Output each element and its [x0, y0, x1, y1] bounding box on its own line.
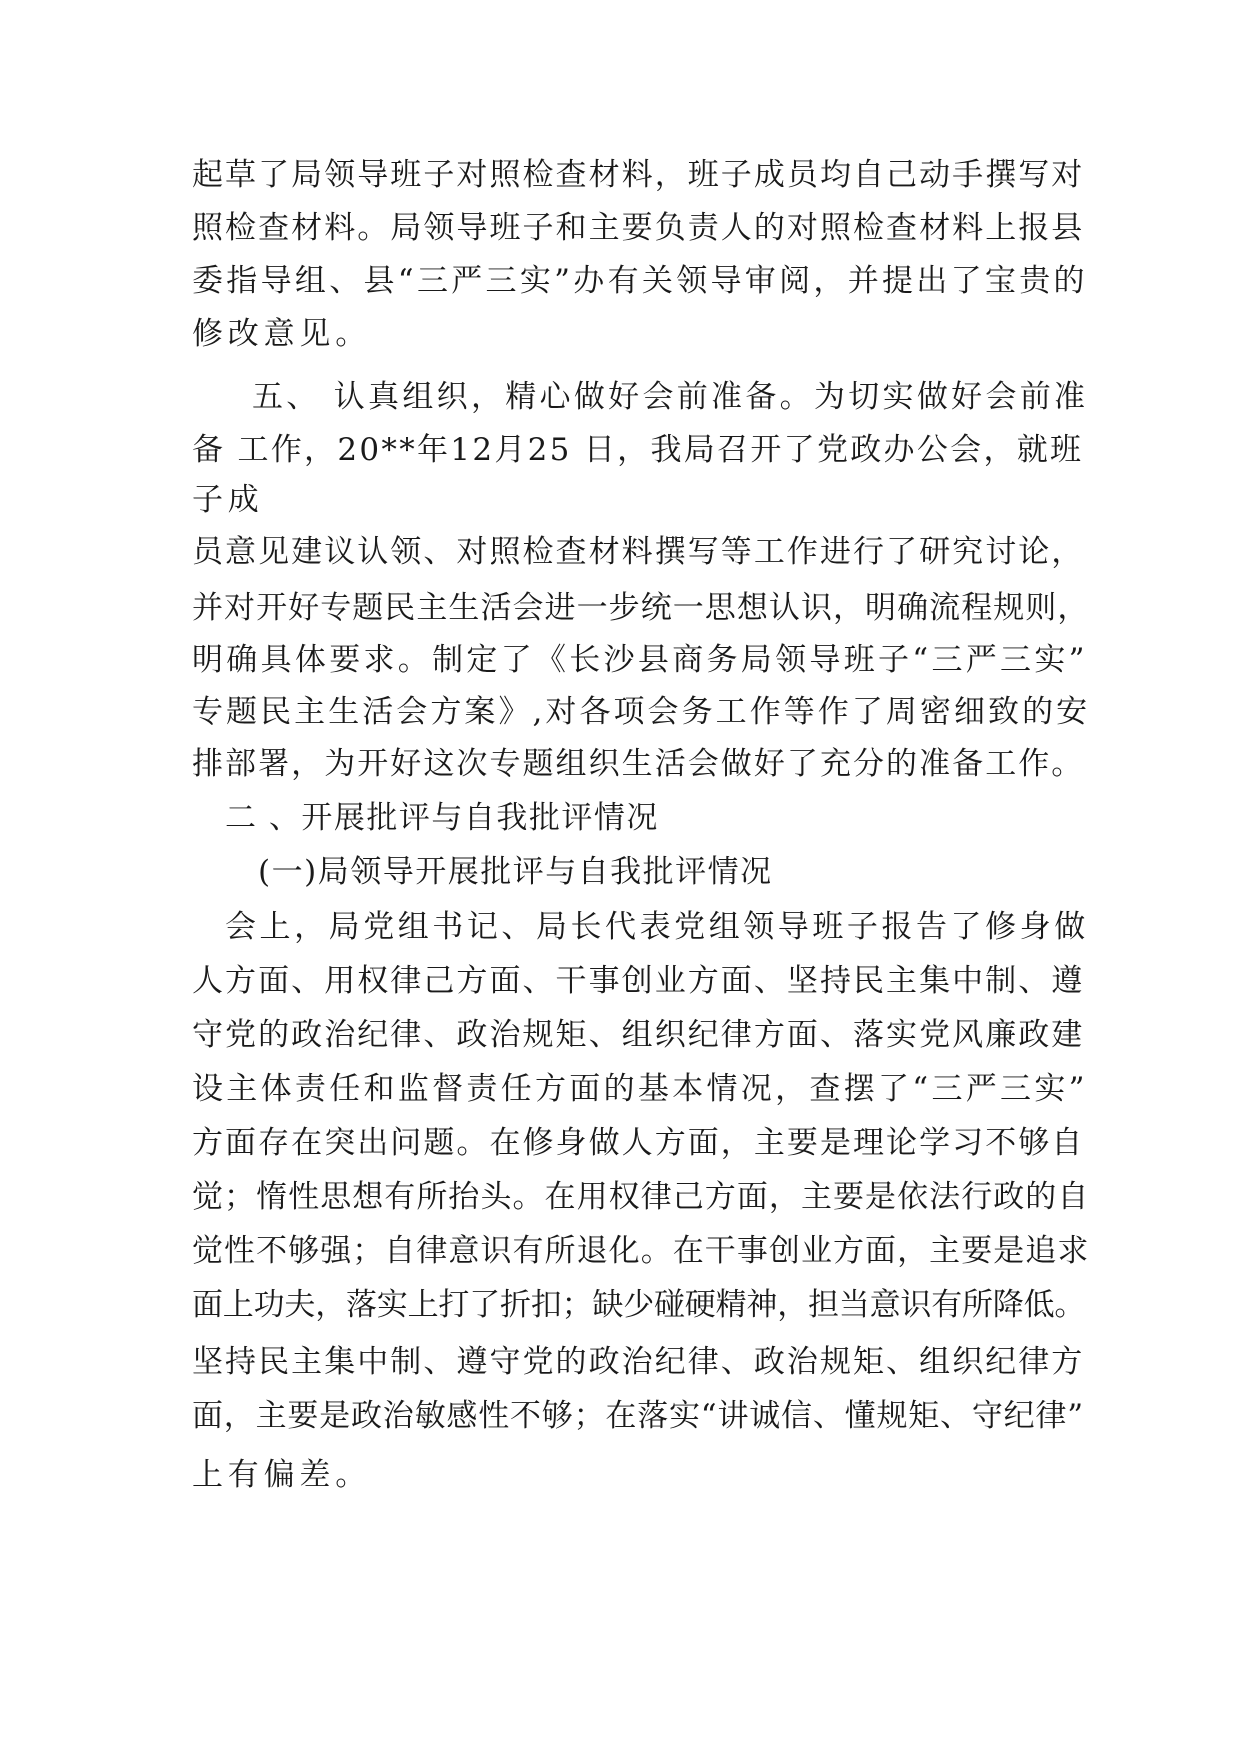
body-line: 觉；惰性思想有所抬头。在用权律己方面，主要是依法行政的自	[192, 1179, 1090, 1215]
body-line: 坚持民主集中制、遵守党的政治纪律、政治规矩、组织纪律方	[192, 1344, 1085, 1380]
subsection-heading: (一)局领导开展批评与自我批评情况	[258, 854, 773, 890]
body-line: 面上功夫，落实上打了折扣；缺少碰硬精神，担当意识有所降低。	[192, 1287, 1086, 1323]
body-line: 守党的政治纪律、政治规矩、组织纪律方面、落实党风廉政建	[192, 1017, 1085, 1053]
body-line: 人方面、用权律己方面、干事创业方面、坚持民主集中制、遵	[192, 963, 1085, 999]
body-line: 明确具体要求。制定了《长沙县商务局领导班子“三严三实”	[192, 642, 1088, 678]
body-line: 修改意见。	[192, 316, 371, 352]
body-line: 子成	[192, 482, 264, 518]
body-line: 上有偏差。	[192, 1457, 371, 1493]
body-line: 排部署，为开好这次专题组织生活会做好了充分的准备工作。	[192, 746, 1085, 782]
body-line: 备 工作，20**年12月25 日，我局召开了党政办公会，就班	[192, 432, 1084, 468]
body-line: 员意见建议认领、对照检查材料撰写等工作进行了研究讨论，	[192, 534, 1085, 570]
body-line: 起草了局领导班子对照检查材料，班子成员均自己动手撰写对	[192, 157, 1085, 193]
body-line: 方面存在突出问题。在修身做人方面，主要是理论学习不够自	[192, 1125, 1085, 1161]
body-line: 觉性不够强；自律意识有所退化。在干事创业方面，主要是追求	[192, 1233, 1090, 1269]
body-line: 委指导组、县“三严三实”办有关领导审阅，并提出了宝贵的	[192, 263, 1088, 299]
body-line: 并对开好专题民主生活会进一步统一思想认识，明确流程规则，	[192, 590, 1090, 626]
body-line: 会上，局党组书记、局长代表党组领导班子报告了修身做	[225, 909, 1089, 945]
section-heading: 二 、开展批评与自我批评情况	[225, 800, 659, 836]
body-line: 照检查材料。局领导班子和主要负责人的对照检查材料上报县	[192, 210, 1085, 246]
body-line: 面，主要是政治敏感性不够；在落实“讲诚信、懂规矩、守纪律”	[192, 1398, 1084, 1434]
body-line: 设主体责任和监督责任方面的基本情况，查摆了“三严三实”	[192, 1071, 1088, 1107]
body-line: 专题民主生活会方案》,对各项会务工作等作了周密细致的安	[192, 694, 1091, 730]
section-heading: 五、 认真组织，精心做好会前准备。为切实做好会前准	[252, 379, 1089, 415]
